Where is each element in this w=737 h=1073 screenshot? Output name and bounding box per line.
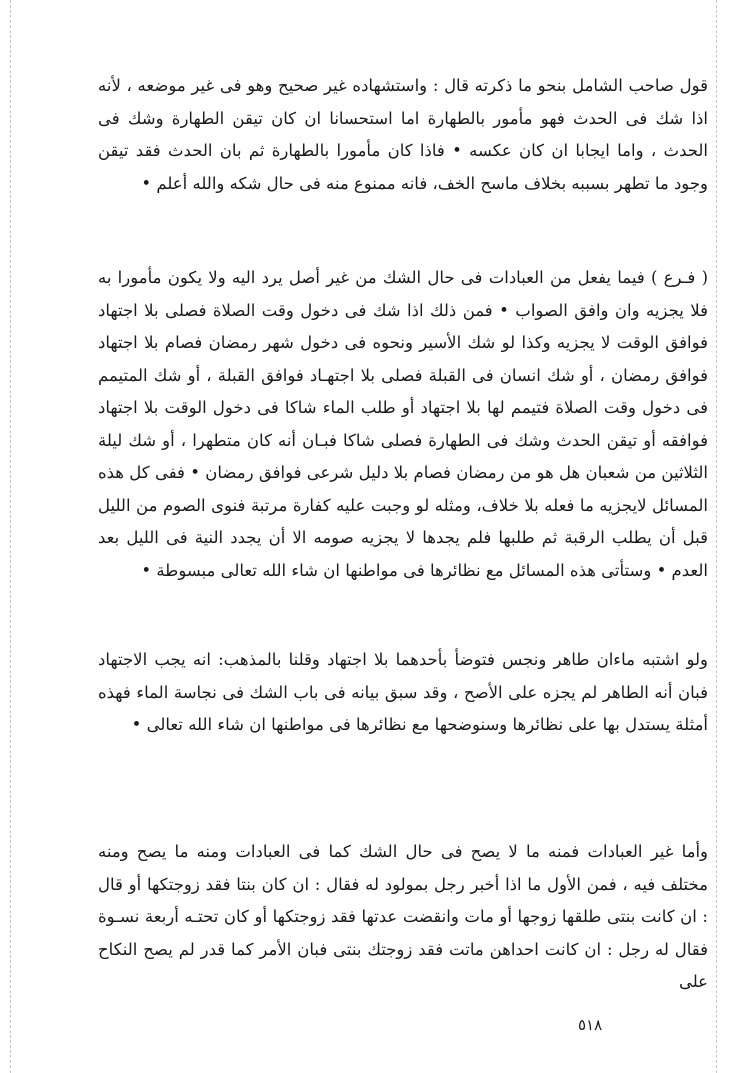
page-number: ٥١٨ <box>578 1016 603 1034</box>
paragraph-3: ولو اشتبه ماءان طاهر ونجس فتوضأ بأحدهما بلا اجتهاد وقلنا بالمذهب: انه يجب الاجتهاد فبان أنه الطاهر لم يجزه على الأصح ، وقد سبق بيانه فى باب الشك فى نجاسة الماء فهذه أمثلة يستدل بها على نظائرها وسنوضحها مع نظائرها فى مواطنها ان شاء الله تعالى • <box>98 650 708 734</box>
paragraph-4: وأما غير العبادات فمنه ما لا يصح فى حال الشك كما فى العبادات ومنه ما يصح ومنه مختلف فيه ، فمن الأول ما اذا أخبر رجل بمولود له فقال : ان كان بنتا فقد زوجتكها أو قال : ان كانت بنتى طلقها زوجها أو مات وانقضت عدتها فقد زوجتكها أو كان تحتـه أربعة نسـوة فقال له رجل : ان كانت احداهن ماتت فقد زوجتك بنتى فبان الأمر كما قدر لم يصح النكاح على <box>98 842 708 991</box>
paragraph-2-far: ( فـرع ) فيما يفعل من العبادات فى حال الشك من غير أصل يرد اليه ولا يكون مأمورا به فلا يجزيه وان وافق الصواب • فمن ذلك اذا شك فى دخول وقت الصلاة فصلى بلا اجتهاد فوافق الوقت لا يجزيه وكذا لو شك الأسير ونحوه فى دخول شهر رمضان فصام بلا اجتهاد فوافق رمضان ، أو شك انسان فى القبلة فصلى بلا اجتهـاد فوافق القبلة ، أو شك المتيمم فى دخول وقت الصلاة فتيمم لها بلا اجتهاد أو طلب الماء شاكا فى دخول الوقت بلا اجتهاد فوافقه أو تيقن الحدث وشك فى الطهارة فصلى شاكا فبـان أنه كان متطهرا ، أو شك ليلة الثلاثين من شعبان هل هو من رمضان فصام بلا دليل شرعى فوافق رمضان • ففى كل هذه المسائل لايجزيه ما فعله بلا خلاف، ومثله لو وجبت عليه كفارة مرتبة فنوى الصوم من الليل قبل أن يطلب الرقبة ثم طلبها فلم يجدها لا يجزيه صومه الا أن يجدد النية فى الليل بعد العدم • وستأتى هذه المسائل مع نظائرها فى مواطنها ان شاء الله تعالى مبسوطة • <box>98 268 709 580</box>
scan-edge-right <box>716 0 718 1073</box>
paragraph-1: قول صاحب الشامل بنحو ما ذكرته قال : واستشهاده غير صحيح وهو فى غير موضعه ، لأنه اذا شك فى الحدث فهو مأمور بالطهارة اما استحسانا ان كان تيقن الطهارة وشك فى الحدث ، واما ايجابا ان كان عكسه • فاذا كان مأمورا بالطهارة ثم بان الحدث فقد تيقن وجود ما تطهر بسببه بخلاف ماسح الخف، فانه ممنوع منه فى حال شكه والله أعلم • <box>98 76 708 193</box>
scan-edge-left <box>10 0 12 1073</box>
